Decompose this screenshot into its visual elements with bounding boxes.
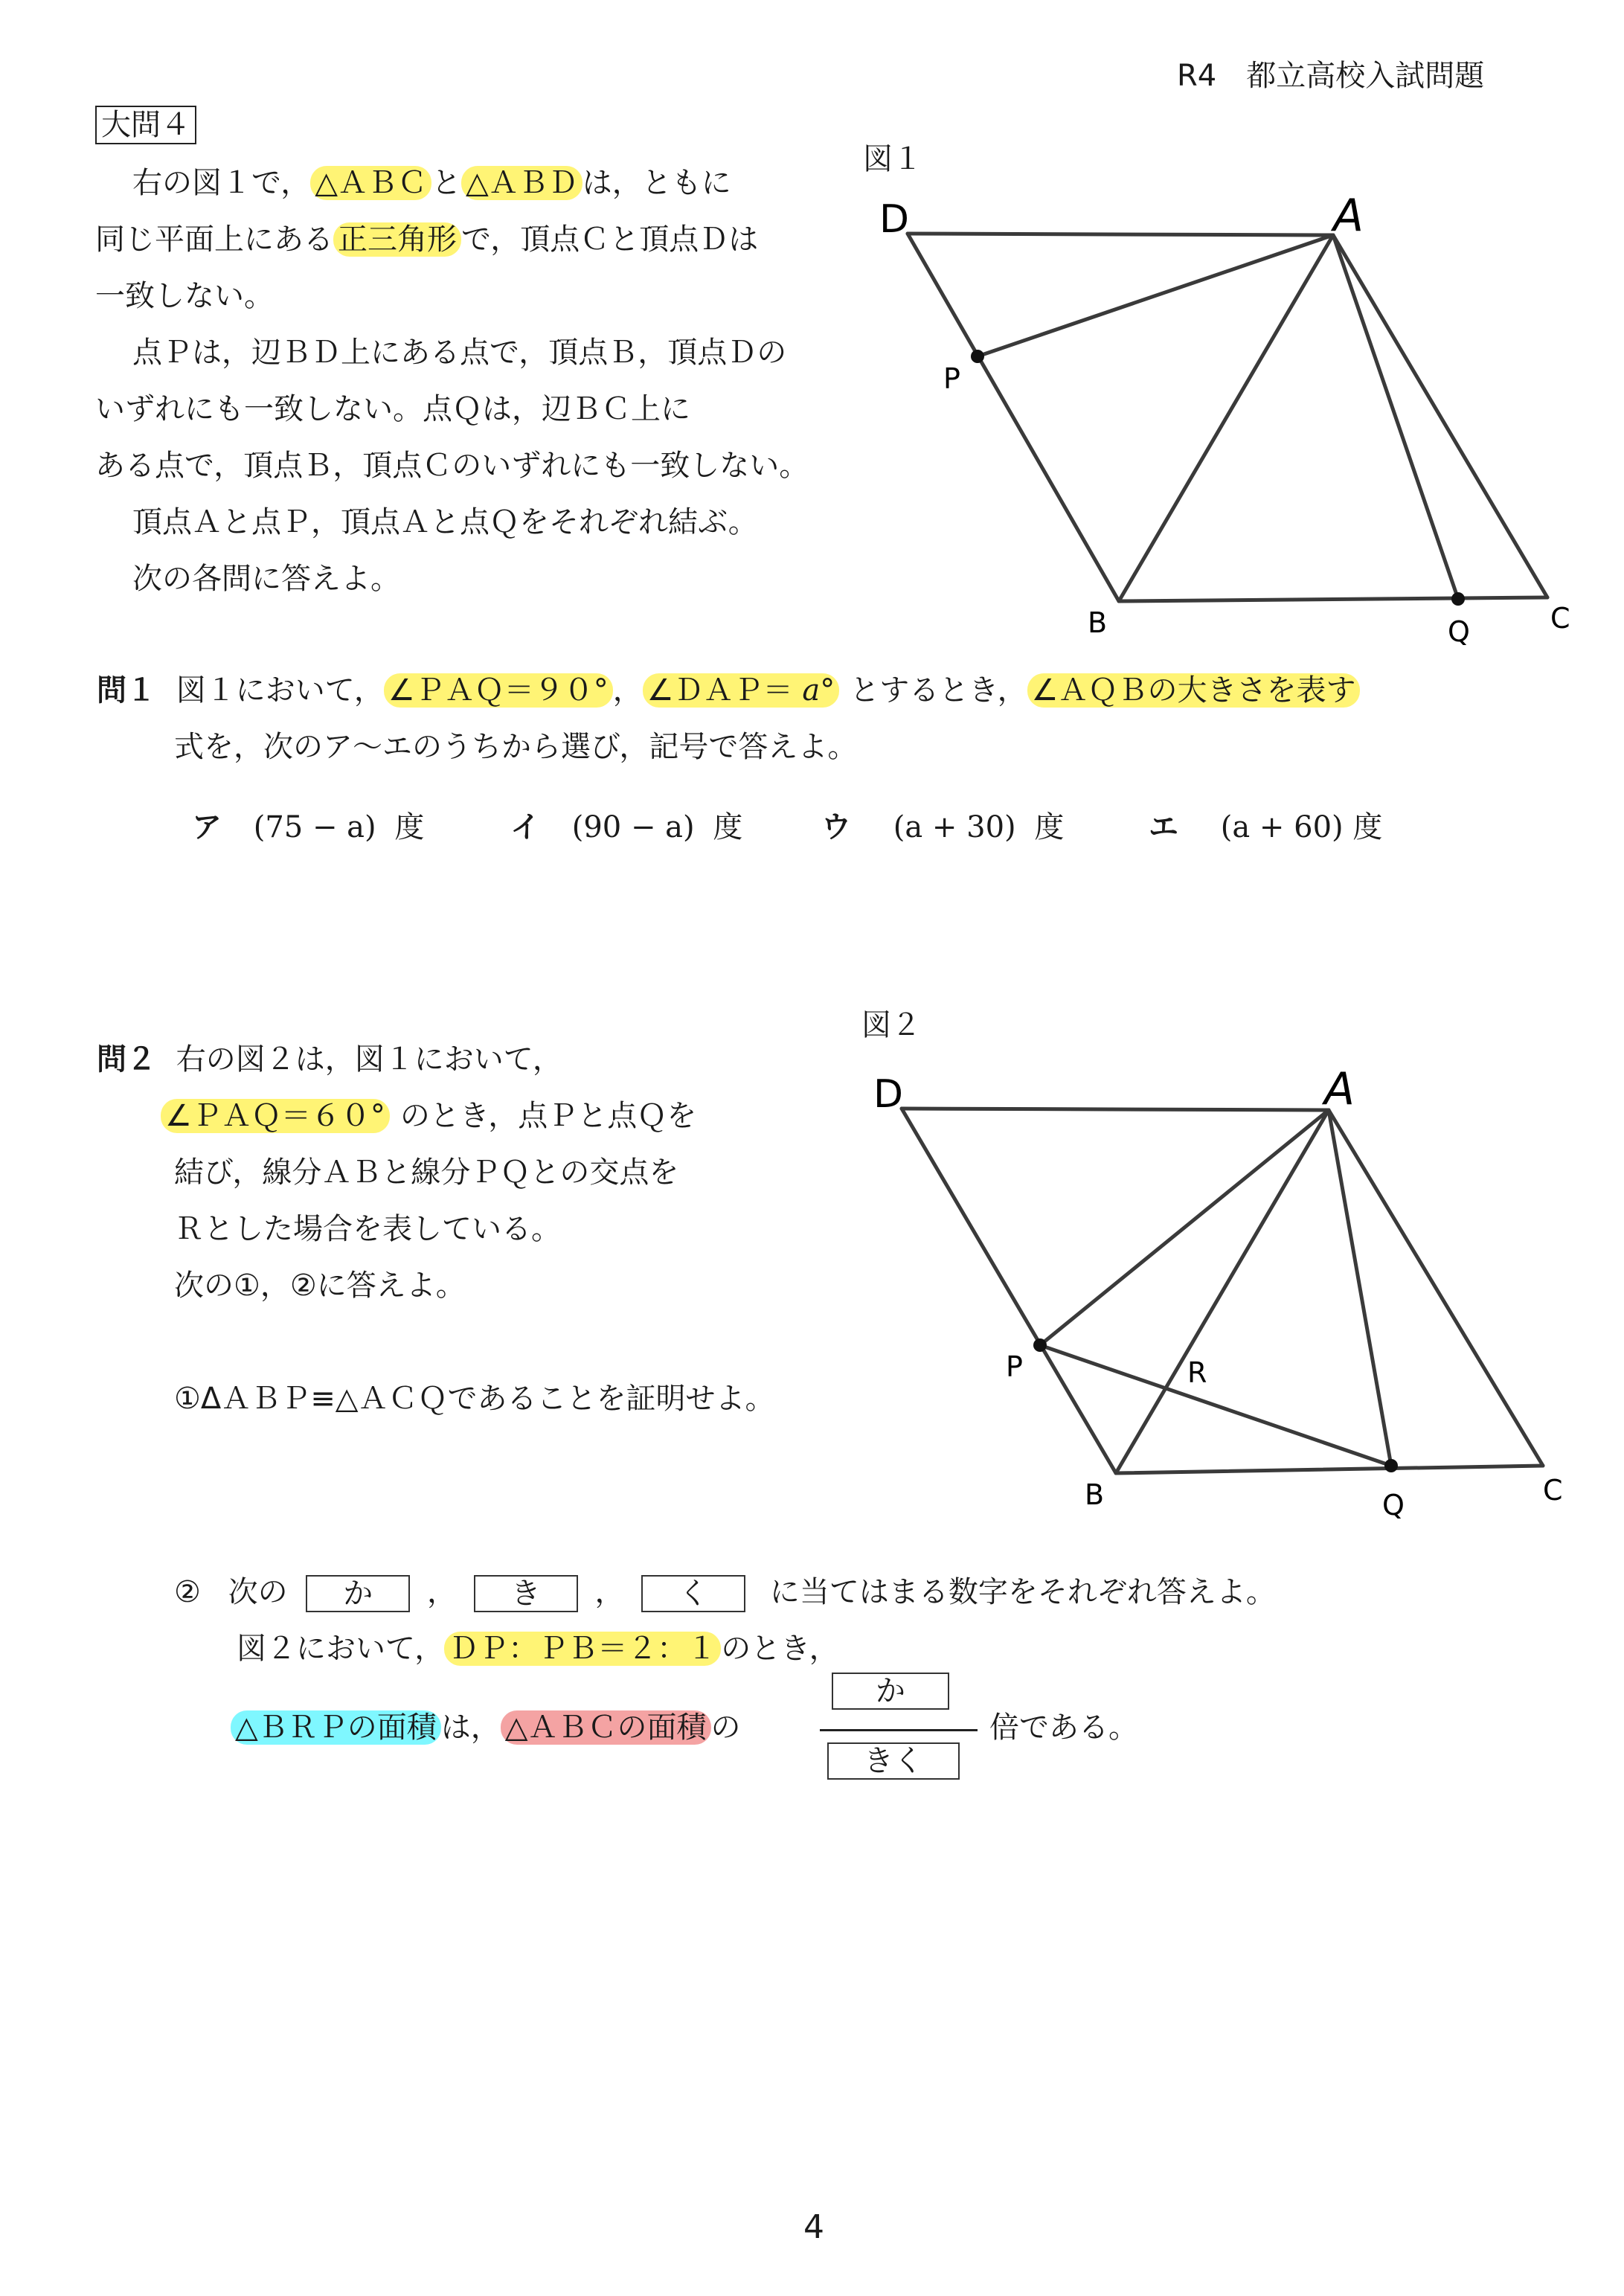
segment-pq bbox=[1040, 1345, 1391, 1466]
intro-line-4: 点Ｐは，辺ＢＤ上にある点で，頂点Ｂ，頂点Ｄの bbox=[132, 336, 787, 370]
intro-line-8: 次の各問に答えよ。 bbox=[132, 562, 400, 596]
q1-line-1 bbox=[97, 673, 1360, 708]
sub2-text: の bbox=[710, 1710, 741, 1745]
segment-ap bbox=[1040, 1110, 1329, 1345]
label-p: P bbox=[1006, 1350, 1023, 1383]
segment-da bbox=[908, 234, 1333, 235]
answer-blank-ka: か bbox=[306, 1575, 410, 1612]
sub2-text: 図２において， bbox=[237, 1632, 445, 1666]
choice-expr: (90 − a) bbox=[571, 810, 695, 844]
q2-sub2-line-1 bbox=[174, 1574, 1276, 1612]
choice-i bbox=[510, 809, 742, 845]
segment-da bbox=[902, 1109, 1329, 1110]
q2-text: のとき，点Ｐと点Ｑを bbox=[399, 1099, 697, 1133]
label-b: B bbox=[1088, 606, 1108, 639]
label-b: B bbox=[1085, 1478, 1105, 1511]
intro-line-2 bbox=[95, 222, 758, 257]
q1-text: とするとき， bbox=[850, 673, 1027, 708]
choice-key: イ bbox=[510, 810, 540, 844]
sub2-text: 次の bbox=[228, 1575, 288, 1609]
segment-db bbox=[908, 234, 1119, 601]
q1-line-2: 式を，次のア～エのうちから選び，記号で答えよ。 bbox=[174, 730, 858, 764]
q2-text: 右の図２は，図１において， bbox=[176, 1042, 562, 1077]
choice-key: エ bbox=[1149, 810, 1178, 844]
fraction bbox=[820, 1673, 978, 1792]
label-q: Q bbox=[1448, 615, 1470, 648]
choice-key: ウ bbox=[821, 810, 851, 844]
label-q: Q bbox=[1382, 1489, 1405, 1521]
highlight-triangle-abd: △ＡＢＤ bbox=[461, 166, 582, 200]
q1-number: 問１ bbox=[97, 673, 156, 708]
choice-a bbox=[192, 809, 424, 845]
fraction-bar bbox=[820, 1729, 978, 1731]
intro-line-1 bbox=[132, 165, 731, 201]
q1-var-a: a bbox=[802, 673, 821, 708]
label-a: A bbox=[1333, 190, 1364, 242]
q2-subquestion-1: ①ΔＡＢＰ≡△ＡＣＱであることを証明せよ。 bbox=[174, 1382, 775, 1416]
choice-expr: (a + 60) bbox=[1220, 810, 1344, 844]
intro-text: は，ともに bbox=[582, 166, 731, 200]
page-number: 4 bbox=[803, 2208, 824, 2246]
sub2-text: は， bbox=[440, 1710, 501, 1745]
choice-key: ア bbox=[192, 810, 222, 844]
highlight-abc-area: △ＡＢＣの面積 bbox=[501, 1710, 711, 1745]
highlight-brp-area: △ＢＲＰの面積 bbox=[231, 1710, 441, 1745]
point-q bbox=[1451, 592, 1465, 606]
choice-unit: 度 bbox=[713, 810, 743, 844]
choice-unit: 度 bbox=[1352, 810, 1383, 844]
label-c: C bbox=[1543, 1474, 1563, 1507]
sub2-comma: ， bbox=[427, 1575, 458, 1609]
label-d: D bbox=[873, 1072, 904, 1117]
highlight-dp-pb-ratio: ＤＰ：ＰＢ＝２：１ bbox=[444, 1632, 721, 1666]
intro-line-6: ある点で，頂点Ｂ，頂点Ｃのいずれにも一致しない。 bbox=[95, 449, 809, 483]
q2-sub2-line-2 bbox=[237, 1631, 839, 1667]
q2-line-3: 結び，線分ＡＢと線分ＰＱとの交点を bbox=[174, 1155, 679, 1190]
figure-1-caption: 図１ bbox=[863, 142, 922, 176]
label-p: P bbox=[943, 362, 960, 395]
q2-sub2-tail: 倍である。 bbox=[989, 1710, 1138, 1745]
intro-text: で，頂点Ｃと頂点Ｄは bbox=[461, 222, 759, 257]
sub2-text: のとき， bbox=[721, 1632, 839, 1666]
q1-dap-text: ∠ＤＡＰ＝ bbox=[646, 673, 793, 708]
section-label: 大問４ bbox=[95, 106, 196, 144]
segment-bc bbox=[1116, 1466, 1543, 1473]
label-d: D bbox=[879, 197, 910, 242]
q1-text: 図１において， bbox=[176, 673, 384, 708]
segment-ab bbox=[1119, 235, 1333, 601]
fraction-numerator-blank: か bbox=[832, 1673, 949, 1710]
q2-line-5: 次の①，②に答えよ。 bbox=[174, 1269, 466, 1303]
segment-db bbox=[902, 1109, 1116, 1473]
sub2-text: に当てはまる数字をそれぞれ答えよ。 bbox=[769, 1575, 1276, 1609]
label-a: A bbox=[1324, 1063, 1355, 1115]
sub2-mark: ② bbox=[174, 1575, 201, 1609]
intro-text: と bbox=[431, 166, 461, 200]
figure-1-diagram bbox=[856, 179, 1599, 662]
segment-bc bbox=[1119, 597, 1547, 601]
intro-text: 同じ平面上にある bbox=[95, 222, 333, 257]
q2-line-1 bbox=[97, 1042, 562, 1077]
choice-unit: 度 bbox=[394, 810, 425, 844]
choice-unit: 度 bbox=[1034, 810, 1065, 844]
highlight-equilateral: 正三角形 bbox=[333, 222, 461, 257]
figure-2-caption: 図２ bbox=[861, 1008, 921, 1042]
intro-text: 右の図１で， bbox=[132, 166, 311, 200]
answer-blank-ku: く bbox=[641, 1575, 745, 1612]
segment-ab bbox=[1116, 1110, 1329, 1473]
intro-line-5: いずれにも一致しない。点Ｑは，辺ＢＣ上に bbox=[95, 392, 690, 426]
highlight-dap-a bbox=[643, 673, 839, 708]
answer-blank-ki: き bbox=[474, 1575, 578, 1612]
point-q bbox=[1384, 1459, 1398, 1472]
q2-sub2-line-3 bbox=[231, 1710, 741, 1745]
label-r: R bbox=[1187, 1356, 1207, 1389]
intro-line-3: 一致しない。 bbox=[95, 279, 274, 313]
intro-line-7: 頂点Ａと点Ｐ，頂点Ａと点Ｑをそれぞれ結ぶ。 bbox=[132, 505, 758, 539]
q2-line-4: Ｒとした場合を表している。 bbox=[174, 1212, 561, 1246]
highlight-aqb: ∠ＡＱＢの大きさを表す bbox=[1027, 673, 1361, 708]
highlight-paq-90: ∠ＰＡＱ＝９０° bbox=[384, 673, 613, 708]
q1-text: ， bbox=[612, 673, 643, 708]
q2-number: 問２ bbox=[97, 1042, 156, 1077]
segment-ap bbox=[978, 235, 1333, 356]
choice-u bbox=[821, 809, 1064, 845]
sub2-comma: ， bbox=[594, 1575, 625, 1609]
point-p bbox=[1033, 1338, 1047, 1352]
header-title: R4 都立高校入試問題 bbox=[1177, 59, 1485, 93]
q2-line-2 bbox=[161, 1098, 696, 1134]
point-p bbox=[971, 350, 984, 363]
fraction-denominator-blank: きく bbox=[827, 1742, 960, 1780]
choice-expr: (75 − a) bbox=[253, 810, 376, 844]
q1-degree: ° bbox=[820, 673, 835, 708]
choice-expr: (a + 30) bbox=[893, 810, 1016, 844]
highlight-paq-60: ∠ＰＡＱ＝６０° bbox=[161, 1099, 390, 1133]
highlight-triangle-abc: △ＡＢＣ bbox=[310, 166, 431, 200]
choice-e bbox=[1149, 809, 1382, 845]
label-c: C bbox=[1550, 602, 1570, 635]
figure-2-diagram bbox=[856, 1056, 1599, 1525]
